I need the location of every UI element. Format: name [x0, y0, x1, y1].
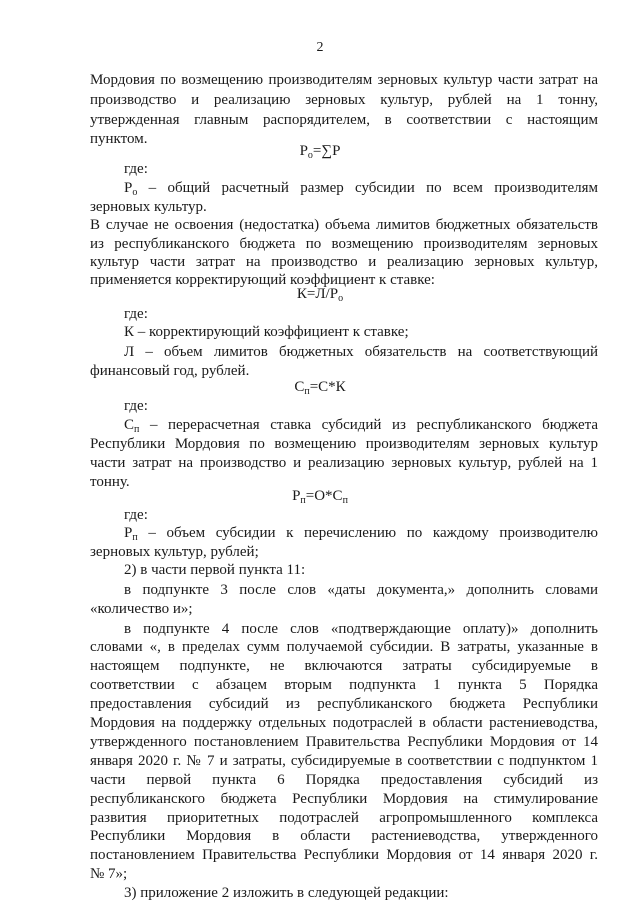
text-line: тонну.: [90, 474, 130, 490]
formula-total-subsidy: $P_o=\sum P$: [299, 143, 341, 161]
text-line: производство и реализацию зерновых культур, рублей на 1 тонну,: [90, 92, 598, 108]
text-line: где:: [124, 507, 148, 523]
text-line: части первой пункта 6 Порядка предоставления субсидий из: [90, 772, 598, 788]
text-line: пунктом.: [90, 131, 148, 147]
text-line: зерновых культур, рублей;: [90, 544, 259, 560]
text-line: утвержденного постановлением Правительства Республики Мордовия от 14: [90, 734, 598, 750]
text-line: января 2020 г. № 7 и затраты, субсидируемые в соответствии с подпунктом 1: [90, 753, 598, 769]
text-line: зерновых культур.: [90, 199, 207, 215]
text-line: где:: [124, 306, 148, 322]
text-line: постановлением Правительства Республики Мордовия от 14 января 2020 г.: [90, 847, 598, 863]
formula-subsidy-amount: $P_п=O*C_п$: [292, 488, 348, 506]
text-line: в подпункте 4 после слов «подтверждающие оплату)» дополнить: [124, 621, 598, 637]
text-line: применяется корректирующий коэффициент к ставке:: [90, 272, 435, 288]
text-line: республиканского бюджета Республики Мордовия на стимулирование: [90, 791, 598, 807]
text-line: из республиканского бюджета по возмещению производителям зерновых: [90, 236, 598, 252]
page-number: 2: [316, 40, 324, 55]
text-line: Мордовия по возмещению производителям зерновых культур части затрат на: [90, 72, 598, 88]
text-line: соответствии с абзацем вторым подпункта 1 пункта 5 Порядка: [90, 677, 598, 693]
text-line: предоставления субсидий из республиканского бюджета Республики: [90, 696, 598, 712]
text-line: где:: [124, 398, 148, 414]
text-line: К – корректирующий коэффициент к ставке;: [124, 324, 409, 340]
formula-recalculated-rate: $C_п=C*К$: [294, 379, 346, 397]
text-line: Республики Мордовия по возмещению производителям зерновых культур: [90, 436, 598, 452]
text-line: Республики Мордовия в области растениеводства, утвержденного: [90, 828, 598, 844]
text-line: настоящем подпункте, не включаются затраты субсидируемые в: [90, 658, 598, 674]
text-line: где:: [124, 161, 148, 177]
text-line: финансовый год, рублей.: [90, 363, 250, 379]
text-line: утвержденная главным распорядителем, в соответствии с настоящим: [90, 112, 598, 128]
text-line: в подпункте 3 после слов «даты документа,» дополнить словами: [124, 582, 598, 598]
text-line: Л – объем лимитов бюджетных обязательств на соответствующий: [124, 344, 598, 360]
text-line: В случае не освоения (недостатка) объема лимитов бюджетных обязательств: [90, 217, 598, 233]
text-line: «количество и»;: [90, 601, 193, 617]
text-line: Мордовия на поддержку отдельных подотраслей в области растениеводства,: [90, 715, 598, 731]
definition-line: $P_п$ – объем субсидии к перечислению по каждому производителю: [124, 525, 599, 543]
definition-line: $C_п$ – перерасчетная ставка субсидий из республиканского бюджета: [124, 417, 598, 435]
text-line: 3) приложение 2 изложить в следующей редакции:: [124, 885, 449, 901]
text-line: части затрат на производство и реализацию зерновых культур, рублей на 1: [90, 455, 598, 471]
text-line: 2) в части первой пункта 11:: [124, 562, 306, 578]
text-line: № 7»;: [90, 866, 128, 882]
text-line: словами «, в пределах сумм получаемой субсидии. В затраты, указанные в: [90, 639, 598, 655]
text-line: культур части затрат на производство и реализацию зерновых культур,: [90, 254, 598, 270]
definition-line: $P_o$ – общий расчетный размер субсидии по всем производителям: [124, 180, 599, 198]
formula-coefficient: $К=Л/P_o$: [296, 286, 344, 304]
text-line: развития приоритетных подотраслей агропромышленного комплекса: [90, 810, 598, 826]
